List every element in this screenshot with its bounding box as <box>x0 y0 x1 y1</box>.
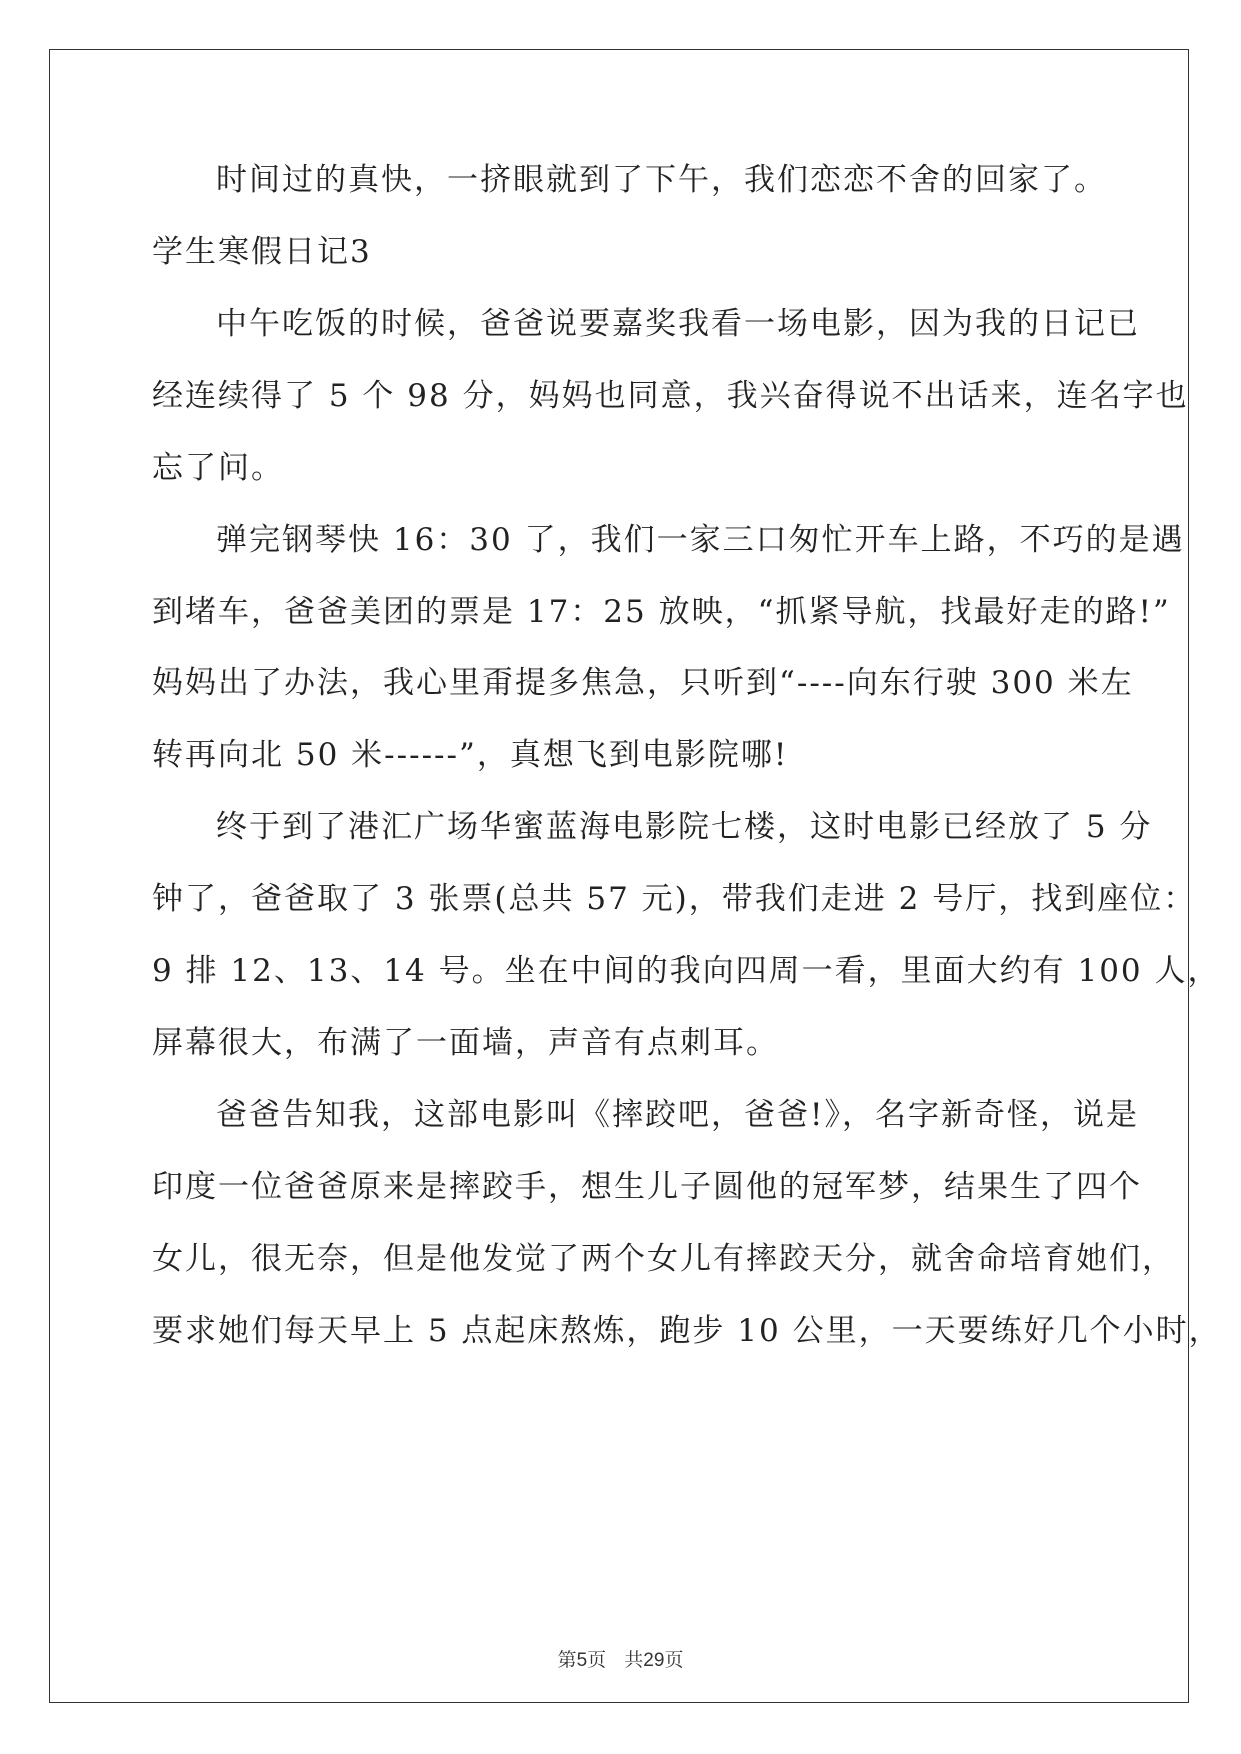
text-line: 到堵车，爸爸美团的票是 17：25 放映，“抓紧导航，找最好走的路!” <box>152 594 1171 630</box>
total-pages: 29 <box>643 1650 665 1671</box>
page-suffix: 页 <box>587 1649 607 1671</box>
text-line: 终于到了港汇广场华蜜蓝海电影院七楼，这时电影已经放了 5 分 <box>216 809 1153 845</box>
text-line: 爸爸告知我，这部电影叫《摔跤吧，爸爸!》，名字新奇怪，说是 <box>216 1097 1139 1133</box>
total-prefix: 共 <box>624 1649 644 1671</box>
section-heading: 学生寒假日记3 <box>152 234 372 270</box>
text-line: 女儿，很无奈，但是他发觉了两个女儿有摔跤天分，就舍命培育她们， <box>152 1241 1175 1277</box>
text-line: 9 排 12、13、14 号。坐在中间的我向四周一看，里面大约有 100 人， <box>152 953 1221 989</box>
text-line: 弹完钢琴快 16：30 了，我们一家三口匆忙开车上路，不巧的是遇 <box>216 522 1185 558</box>
text-line: 时间过的真快，一挤眼就到了下午，我们恋恋不舍的回家了。 <box>216 162 1107 198</box>
page-prefix: 第 <box>557 1649 577 1671</box>
text-line: 中午吃饭的时候，爸爸说要嘉奖我看一场电影，因为我的日记已 <box>216 306 1140 342</box>
text-line: 经连续得了 5 个 98 分，妈妈也同意，我兴奋得说不出话来，连名字也 <box>152 378 1189 414</box>
text-line: 屏幕很大，布满了一面墙，声音有点刺耳。 <box>152 1025 779 1061</box>
page-border <box>49 49 1189 1703</box>
text-line: 转再向北 50 米------”，真想飞到电影院哪! <box>152 737 789 773</box>
text-line: 要求她们每天早上 5 点起床熬炼，跑步 10 公里，一天要练好几个小时， <box>152 1313 1222 1349</box>
text-line: 印度一位爸爸原来是摔跤手，想生儿子圆他的冠军梦，结果生了四个 <box>152 1169 1142 1205</box>
text-line: 忘了问。 <box>152 450 284 486</box>
text-line: 妈妈出了办法，我心里甭提多焦急，只听到“----向东行驶 300 米左 <box>152 665 1134 701</box>
page-number: 5 <box>576 1650 588 1671</box>
text-line: 钟了，爸爸取了 3 张票(总共 57 元)，带我们走进 2 号厅，找到座位： <box>152 881 1197 917</box>
total-suffix: 页 <box>664 1649 684 1671</box>
page-footer <box>0 1645 1241 1672</box>
